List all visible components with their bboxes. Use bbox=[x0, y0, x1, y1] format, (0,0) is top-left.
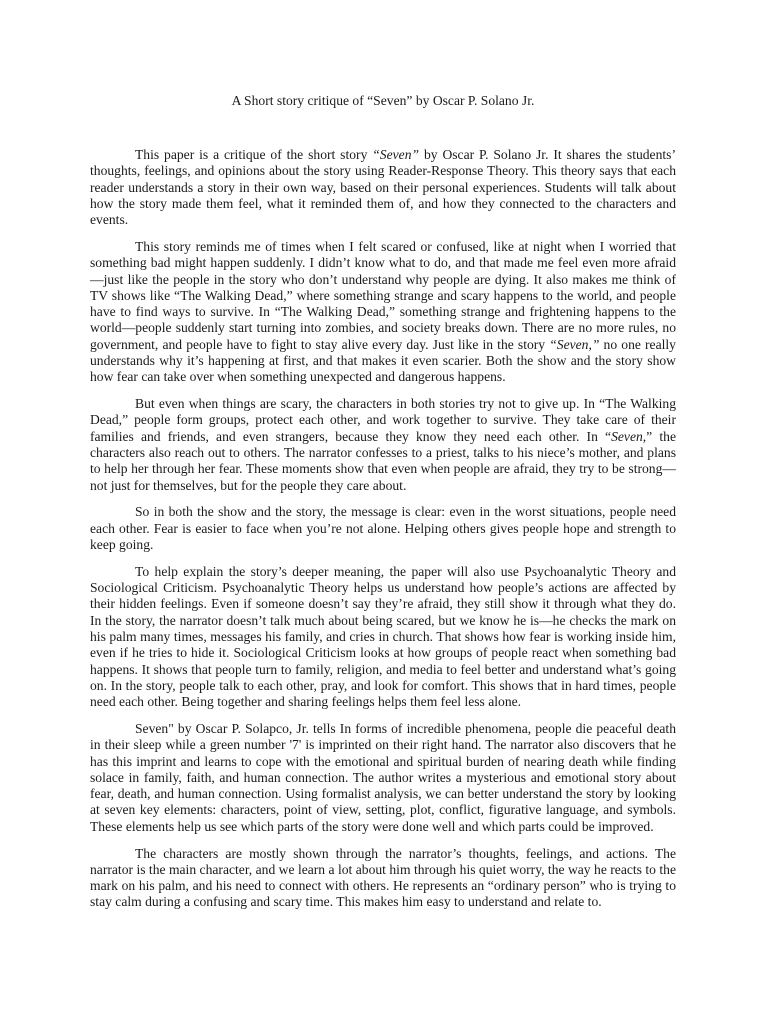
paragraph-text: To help explain the story’s deeper meaning, the paper will also use Psychoanalytic Theory and Sociological Criticism. Psychoanalytic Theory helps us understand how people’s actions are affected by their hidden feelings. Even if someone doesn’t say they’re afraid, they still show it through what they do. In the story, the narrator doesn’t talk much about being scared, but we know he is—he checks the mark on his palm many times, messages his family, and cries in church. That shows how fear is working inside him, even if he tries to hide it. Sociological Criticism looks at how groups of people react when something bad happens. It shows that people turn to family, religion, and media to feel better and understand what’s going on. In the story, people talk to each other, pray, and look for comfort. This shows that in hard times, people need each other. Being together and sharing feelings helps them feel less alone. bbox=[90, 563, 676, 710]
paragraph-characters-hope bbox=[90, 396, 676, 494]
paragraph-emphasis: “Seven” bbox=[372, 147, 420, 162]
paragraph-text: This story reminds me of times when I felt scared or confused, like at night when I worried that something bad might happen suddenly. I didn’t know what to do, and that made me feel even more afraid—just like the people in the story who don’t understand why people are dying. It also makes me think of TV shows like “The Walking Dead,” where something strange and scary happens to the world, and people have to find ways to survive. In “The Walking Dead,” something strange and frightening happens to the world—people suddenly start turning into zombies, and society breaks down. There are no more rules, no government, and people have to fight to stay alive every day. Just like in the story bbox=[90, 238, 676, 352]
paragraph-text: But even when things are scary, the characters in both stories try not to give up. In “The Walking Dead,” people form groups, protect each other, and work together to survive. They take care of their families and friends, and even strangers, because they know they need each other. In “ bbox=[90, 396, 676, 444]
paragraph-text: This paper is a critique of the short story bbox=[135, 147, 373, 162]
paragraph-text: by Oscar P. Solano Jr. It shares the students’ thoughts, feelings, and opinions about the story using Reader-Response Theory. This theory says that each reader understands a story in their own way, based on their personal experiences. Students will talk about how the story made them feel, what it reminded them of, and how they connected to the characters and events. bbox=[90, 147, 676, 228]
document-body bbox=[90, 147, 676, 921]
paragraph-text: The characters are mostly shown through the narrator’s thoughts, feelings, and actions. The narrator is the main character, and we learn a lot about him through his quiet worry, the way he reacts to the mark on his palm, and his need to connect with others. He represents an “ordinary person” who is trying to stay calm during a confusing and scary time. This makes him easy to understand and relate to. bbox=[90, 845, 676, 910]
paragraph-personal-reflection bbox=[90, 239, 676, 386]
paragraph-text: ,” the characters also reach out to others. The narrator confesses to a priest, talks to his niece’s mother, and plans to help her through her fear. These moments show that even when people are afraid, they try to be strong—not just for themselves, but for the people they care about. bbox=[90, 428, 676, 493]
paragraph-characters bbox=[90, 846, 676, 911]
paragraph-theories bbox=[90, 564, 676, 711]
paragraph-emphasis: Seven bbox=[611, 428, 643, 444]
document-title: A Short story critique of “Seven” by Oscar P. Solano Jr. bbox=[231, 93, 535, 108]
paragraph-summary bbox=[90, 721, 676, 835]
paragraph-emphasis: “Seven,” bbox=[549, 336, 600, 352]
paragraph-message bbox=[90, 504, 676, 553]
paragraph-intro bbox=[90, 147, 676, 228]
paragraph-text: no one really understands why it’s happening at first, and that makes it even scarier. Both the show and the story show how fear can take over when something unexpected and dangerous happens. bbox=[90, 336, 676, 385]
paragraph-text: So in both the show and the story, the message is clear: even in the worst situations, people need each other. Fear is easier to face when you’re not alone. Helping others gives people hope and strength to keep going. bbox=[90, 504, 676, 553]
paragraph-text: Seven" by Oscar P. Solapco, Jr. tells In forms of incredible phenomena, people die peaceful death in their sleep while a green number '7' is imprinted on their right hand. The narrator also discovers that he has this imprint and learns to cope with the emotional and spiritual burden of nearing death while finding solace in family, faith, and human connection. The author writes a mysterious and emotional story about fear, death, and human connection. Using formalist analysis, we can better understand the story by looking at seven key elements: characters, point of view, setting, plot, conflict, figurative language, and symbols. These elements help us see which parts of the story were done well and which parts could be improved. bbox=[90, 721, 676, 834]
